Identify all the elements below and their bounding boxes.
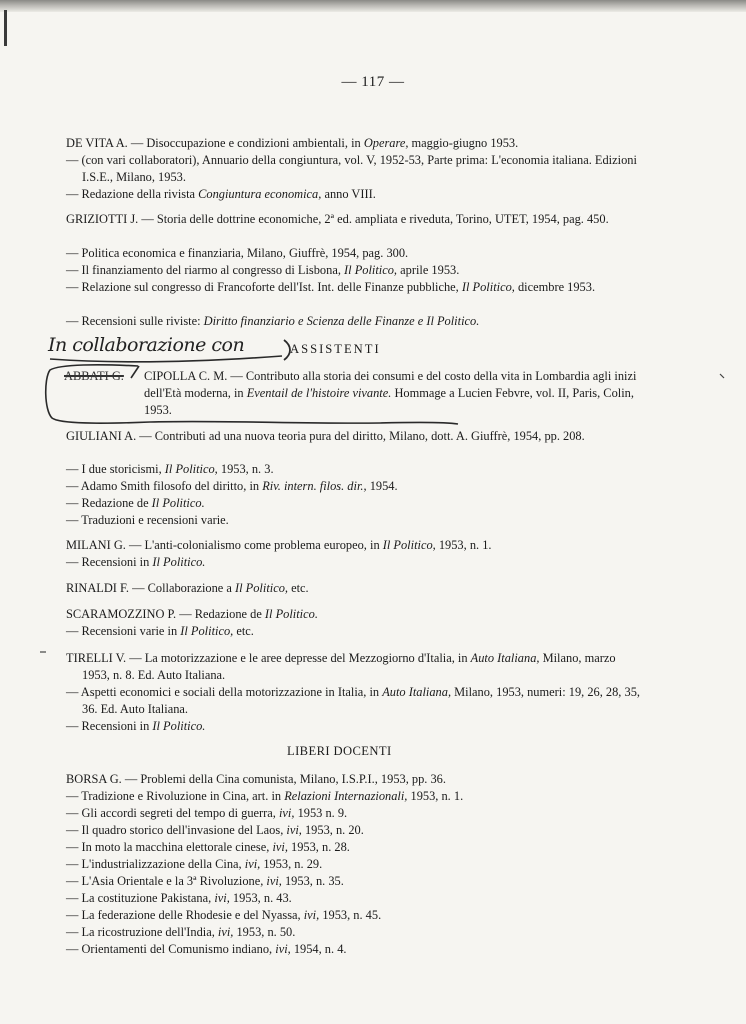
check-mark <box>131 366 139 378</box>
entry-segment: — Recensioni sulle riviste: <box>66 314 204 328</box>
entry-segment: — In moto la macchina elettorale cinese, <box>66 840 273 854</box>
entry-segment: 1954. <box>366 479 398 493</box>
entry-segment: — La federazione delle Rhodesie e del Nyassa, <box>66 908 304 922</box>
entry-segment: — Recensioni in <box>66 719 153 733</box>
entry-segment: — I due storicismi, <box>66 462 165 476</box>
entry-segment: 1953, n. 35. <box>281 874 344 888</box>
entry-segment: SCARAMOZZINO P. — Redazione de <box>66 607 265 621</box>
bracket-curve <box>46 365 458 424</box>
entry-segment: Il Politico. <box>152 719 206 733</box>
entry-segment: — Redazione della rivista <box>66 187 199 201</box>
entry-segment: etc. <box>288 581 309 595</box>
entry-segment: etc. <box>233 624 254 638</box>
entry-segment: Il Politico, <box>461 280 515 294</box>
entry-segment: DE VITA A. — Disoccupazione e condizioni ambientali, in <box>66 136 364 150</box>
entry-segment: 1953, n. 45. <box>319 908 382 922</box>
entry-segment: GIULIANI A. — Contributi ad una nuova teoria pura del diritto, Milano, dott. A. Giuffrè, 1954, pp. 208. <box>66 429 585 443</box>
entry-segment: — La ricostruzione dell'India, <box>66 925 218 939</box>
entry-segment: CIPOLLA C. M. — Contributo alla storia dei consumi e del costo della vita in Lombardia agli inizi dell'Età moderna, in <box>144 369 637 400</box>
entry-segment: Relazioni Internazionali, <box>284 789 408 803</box>
entry-segment: — Redazione de <box>66 496 152 510</box>
entry-segment: BORSA G. — Problemi della Cina comunista, Milano, I.S.P.I., 1953, pp. 36. <box>66 772 446 786</box>
entry-segment: ivi, <box>217 925 234 939</box>
entry-segment: — Il finanziamento del riarmo al congresso di Lisbona, <box>66 263 345 277</box>
entry-segment: Diritto finanziario e Scienza delle Finanze e Il Politico. <box>203 314 480 328</box>
entry-segment: Il Politico, <box>235 581 288 595</box>
entry-segment: 1953, n. 1. <box>435 538 492 552</box>
entry-segment: dicembre 1953. <box>514 280 596 294</box>
entry-segment: GRIZIOTTI J. — Storia delle dottrine economiche, 2ª ed. ampliata e riveduta, Torino, UTET, 1954, pag. 450. <box>66 212 609 226</box>
entry-segment: ivi, <box>286 823 302 837</box>
entry-segment: ivi, <box>244 857 261 871</box>
entry-segment: Milano, marzo 1953, n. 8. Ed. Auto Italiana. <box>82 651 616 682</box>
entry-segment: 1954, n. 4. <box>290 942 347 956</box>
entry-segment: — (con vari collaboratori), Annuario della congiuntura, vol. V, 1952-53, Parte prima: L'economia italiana. Edizioni I.S.E., Milano, 1953. <box>66 153 637 184</box>
entry-segment: ivi, <box>275 942 291 956</box>
entry-segment: Il Politico, <box>344 263 398 277</box>
entry-segment: Eventail de l'histoire vivante. <box>246 385 392 400</box>
entry-segment: maggio-giugno 1953. <box>408 136 519 150</box>
entry-segment: ivi, <box>214 891 230 905</box>
annotation-underline <box>50 356 282 362</box>
entry-segment: Operare, <box>363 136 409 150</box>
heading-liberi-docenti: LIBERI DOCENTI <box>287 744 392 758</box>
entry-segment: ivi, <box>272 840 288 854</box>
entry-segment: MILANI G. — L'anti-colonialismo come problema europeo, in <box>66 538 383 552</box>
entry-segment: 1953, n. 1. <box>407 789 464 803</box>
entry-segment: 1953, n. 43. <box>229 891 292 905</box>
entry-segment: 1953, n. 29. <box>260 857 323 871</box>
entry-segment: 1953, n. 20. <box>301 823 364 837</box>
handwritten-annotation: In collaborazione con <box>48 334 245 356</box>
entry-segment: — Traduzioni e recensioni varie. <box>66 513 229 527</box>
entry-segment: Il Politico, <box>180 624 234 638</box>
annotation-paren <box>284 340 290 360</box>
entry-segment: 1953, n. 3. <box>217 462 274 476</box>
entry-segment: — Adamo Smith filosofo del diritto, in <box>66 479 263 493</box>
entry-segment: — L'industrializzazione della Cina, <box>66 857 245 871</box>
entry-segment: Hommage a Lucien Febvre, vol. II, Paris, Colin, 1953. <box>144 385 634 417</box>
entry-segment: — Gli accordi segreti del tempo di guerra, <box>66 806 279 820</box>
entry-segment: — Il quadro storico dell'invasione del Laos, <box>66 823 287 837</box>
heading-assistenti: ASSISTENTI <box>290 342 381 356</box>
entry-segment: Il Politico. <box>151 496 205 510</box>
entry-segment: Auto Italiana, <box>470 651 540 665</box>
entry-segment: — L'Asia Orientale e la 3ª Rivoluzione, <box>66 874 267 888</box>
entry-segment: ivi, <box>303 908 320 922</box>
entry-segment: 1953, n. 28. <box>287 840 350 854</box>
entry-segment: Il Politico, <box>382 538 436 552</box>
entry-segment: ivi, <box>278 806 295 820</box>
entry-segment: anno VIII. <box>321 187 376 201</box>
entry-segment: 1953 n. 9. <box>294 806 348 820</box>
entry-segment: Auto Italiana, <box>382 685 452 699</box>
entry-segment: ivi, <box>266 874 282 888</box>
entry-segment: Il Politico. <box>264 607 318 621</box>
entry-segment: — Politica economica e finanziaria, Milano, Giuffrè, 1954, pag. 300. <box>66 246 409 260</box>
entry-segment: — La costituzione Pakistana, <box>66 891 215 905</box>
entry-segment: — Tradizione e Rivoluzione in Cina, art. in <box>66 789 285 803</box>
entry-segment: — Orientamenti del Comunismo indiano, <box>66 942 276 956</box>
entry-segment: Congiuntura economica, <box>198 187 322 201</box>
entry-segment: TIRELLI V. — La motorizzazione e le aree depresse del Mezzogiorno d'Italia, in <box>66 651 471 665</box>
entry-segment: — Recensioni varie in <box>66 624 181 638</box>
entry-segment: aprile 1953. <box>397 263 460 277</box>
page-number: — 117 — <box>341 74 405 90</box>
entry-segment: — Relazione sul congresso di Francoforte dell'Ist. Int. delle Finanze pubbliche, <box>66 280 462 294</box>
entry-segment: 1953, n. 50. <box>233 925 296 939</box>
entry-segment: Riv. intern. filos. dir., <box>262 479 367 493</box>
struck-name: ABBATI G. <box>64 369 124 383</box>
entry-segment: Il Politico, <box>164 462 218 476</box>
entry-segment: Il Politico. <box>152 555 206 569</box>
margin-dash <box>720 374 724 378</box>
entry-segment: — Aspetti economici e sociali della motorizzazione in Italia, in <box>66 685 383 699</box>
entry-segment: — Recensioni in <box>66 555 153 569</box>
entry-segment: Milano, 1953, numeri: 19, 26, 28, 35, 36. Ed. Auto Italiana. <box>82 685 640 716</box>
entry-segment: RINALDI F. — Collaborazione a <box>66 581 235 595</box>
